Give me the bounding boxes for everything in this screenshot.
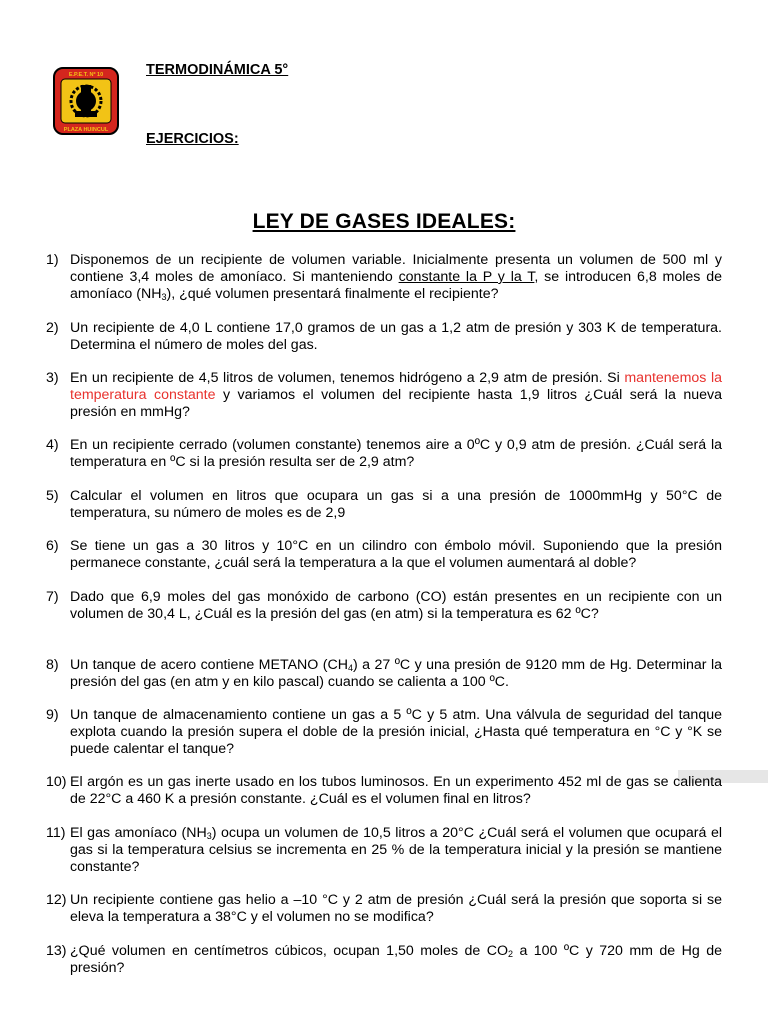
problem-8: 8) Un tanque de acero contiene METANO $(CH_4)$ a 27 ºC y una presión de 9120 mm de Hg. Determinar la presión del gas (en atm y en kilo pascal) cuando se calienta a 100 ºC. [46,657,722,690]
problem-text: Un tanque de almacenamiento contiene un gas a 5 ºC y 5 atm. Una válvula de seguridad del tanque explota cuando la presión supera el doble de la presión inicial, ¿Hasta qué temperatura en °C y °K se puede calentar el tanque? [70,707,722,757]
problem-number: 11) [46,825,66,841]
problem-9 [46,707,722,758]
school-logo-icon [53,67,119,135]
page-title: LEY DE GASES IDEALES: [252,210,516,233]
course-title: TERMODINÁMICA 5° [146,62,289,78]
problem-2 [46,320,722,354]
problem-4 [46,437,722,471]
problem-text: Dado que 6,9 moles del gas monóxido de carbono (CO) están presentes en un recipiente con un volumen de 30,4 L, ¿Cuál es la presión del gas (en atm) si la temperatura es 62 ºC? [70,589,722,622]
problem-text: El argón es un gas inerte usado en los tubos luminosos. En un experimento 452 ml de gas se calienta de 22°C a 460 K a presión constante. ¿Cuál es el volumen final en litros? [70,774,722,807]
problem-5 [46,488,722,522]
problem-number: 1) [46,252,59,268]
problem-text: Se tiene un gas a 30 litros y 10°C en un cilindro con émbolo móvil. Suponiendo que la presión permanece constante, ¿cuál será la temperatura a la que el volumen aumentará al doble? [70,538,722,571]
problem-number: 7) [46,589,59,605]
problem-text: Un recipiente contiene gas helio a –10 °C y 2 atm de presión ¿Cuál será la presión que soporta si se eleva la temperatura a 38°C y el volumen no se modifica? [70,892,722,925]
problem-number: 3) [46,370,59,386]
problem-7 [46,589,722,623]
problem-number: 2) [46,320,59,336]
problem-number: 9) [46,707,59,723]
problem-number: 10) [46,774,67,790]
logo-text-bottom: PLAZA HUINCUL [63,127,109,133]
problem-number: 4) [46,437,59,453]
problem-number: 6) [46,538,59,554]
problem-6 [46,538,722,572]
problem-11: 11) El gas amoníaco $(NH_3)$ ocupa un volumen de 10,5 litros a 20°C ¿Cuál será el volumen que ocupará el gas si la temperatura celsius se incrementa en 25 % de la temperatura inicial y la presión se mantiene constante? [46,825,722,875]
logo-text-top: E.P.E.T. Nº 10 [68,72,104,78]
problem-number: 13) [46,943,67,959]
problem-13: 13) ¿Qué volumen en centímetros cúbicos, ocupan 1,50 moles de $CO_2$ a 100 ºC y 720 mm de Hg de presión? [46,943,722,976]
problem-text: En un recipiente cerrado (volumen constante) tenemos aire a 0ºC y 0,9 atm de presión. ¿Cuál será la temperatura en ºC si la presión resulta ser de 2,9 atm? [70,437,722,470]
problem-10 [46,774,722,808]
highlighted-text: mantenemos la temperatura constante [70,370,722,403]
problem-number: 12) [46,892,67,908]
problem-number: 8) [46,657,59,673]
problem-text: Calcular el volumen en litros que ocupara un gas si a una presión de 1000mmHg y 50°C de temperatura, su número de moles es de 2,9 [70,488,722,521]
problem-text: Un recipiente de 4,0 L contiene 17,0 gramos de un gas a 1,2 atm de presión y 303 K de temperatura. Determina el número de moles del gas. [70,320,722,353]
problem-12 [46,892,722,926]
problem-3: 3) En un recipiente de 4,5 litros de volumen, tenemos hidrógeno a 2,9 atm de presión. Si mantenemos la temperatura constante y variamos el volumen del recipiente hasta 1,9 litros ¿Cuál será la nueva presión en mmHg? [46,370,722,420]
problem-1: 1) Disponemos de un recipiente de volumen variable. Inicialmente presenta un volumen de 500 ml y contiene 3,4 moles de amoníaco. Si manteniendo constante la P y la T, se introducen 6,8 moles de amoníaco $(NH_3)$, ¿qué volumen presentará finalmente el recipiente? [46,252,722,302]
section-label: EJERCICIOS: [146,131,239,147]
problem-number: 5) [46,488,59,504]
